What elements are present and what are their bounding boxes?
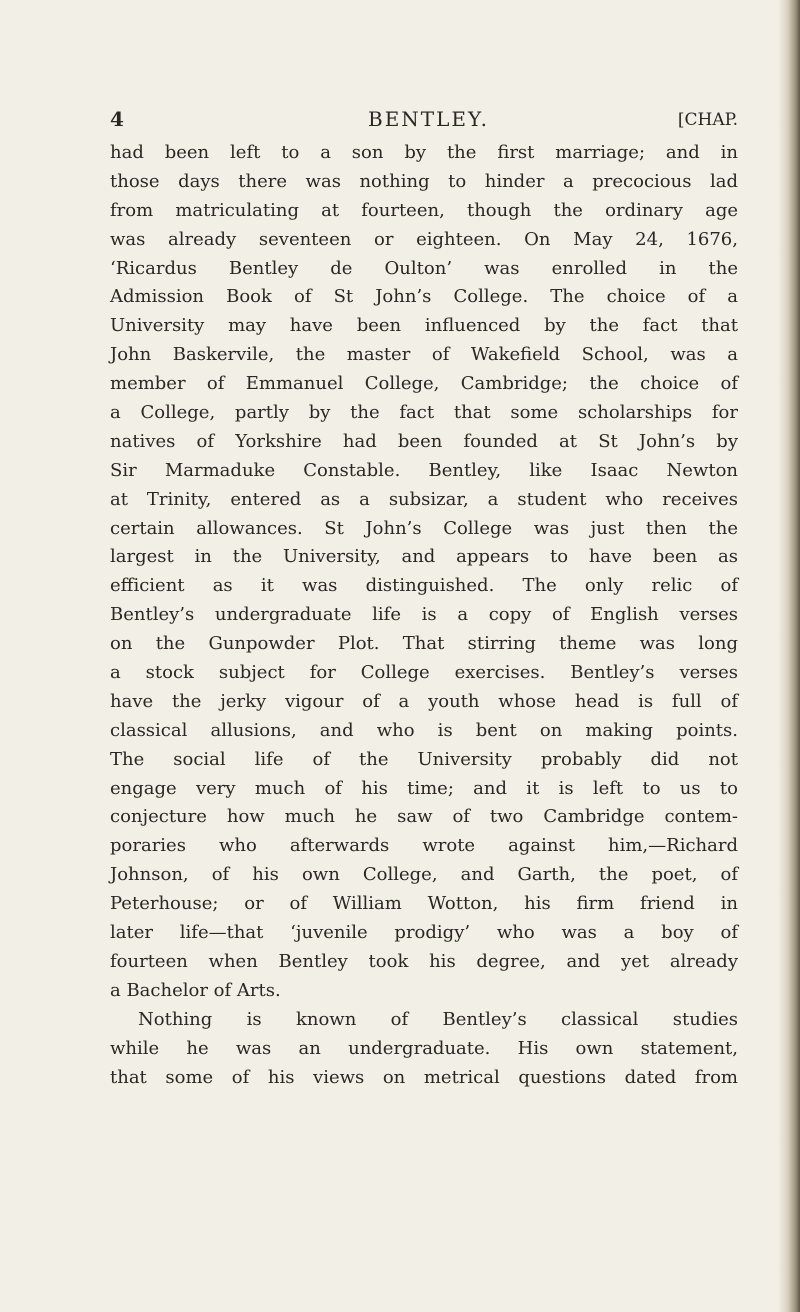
text-line: that some of his views on metrical questions dated from — [110, 1066, 738, 1088]
body-text — [110, 139, 738, 1092]
text-line: while he was an undergraduate. His own statement, — [110, 1037, 738, 1059]
running-head: BENTLEY. — [368, 107, 489, 131]
text-line: a College, partly by the fact that some scholarships for — [110, 402, 738, 424]
text-line: Bentley’s undergraduate life is a copy of English verses — [110, 604, 738, 626]
text-line: efficient as it was distinguished. The only relic of — [110, 575, 738, 597]
text-line: Sir Marmaduke Constable. Bentley, like Isaac Newton — [110, 459, 738, 481]
text-line: ‘Ricardus Bentley de Oulton’ was enrolled in the — [110, 257, 738, 279]
text-line: John Baskervile, the master of Wakefield School, was a — [110, 344, 738, 366]
text-line: Peterhouse; or of William Wotton, his firm friend in — [110, 893, 738, 915]
chapter-mark: [CHAP. — [677, 110, 738, 130]
text-line: those days there was nothing to hinder a precocious lad — [110, 170, 738, 192]
text-line: have the jerky vigour of a youth whose head is full of — [110, 690, 738, 712]
page-edge-shadow — [778, 0, 800, 1312]
text-line: later life—that ‘juvenile prodigy’ who was a boy of — [110, 922, 738, 944]
text-line: University may have been influenced by the fact that — [110, 315, 738, 337]
text-line: Johnson, of his own College, and Garth, the poet, of — [110, 864, 738, 886]
text-line: from matriculating at fourteen, though the ordinary age — [110, 199, 738, 221]
text-line: was already seventeen or eighteen. On May 24, 1676, — [110, 228, 738, 250]
text-line: certain allowances. St John’s College was just then the — [110, 517, 738, 539]
page-number: 4 — [110, 107, 124, 131]
text-line-paragraph-end: a Bachelor of Arts. — [110, 979, 281, 1001]
text-line: had been left to a son by the first marriage; and in — [110, 142, 738, 163]
text-line: member of Emmanuel College, Cambridge; the choice of — [110, 373, 738, 395]
text-line: largest in the University, and appears to have been as — [110, 546, 738, 568]
text-line: a stock subject for College exercises. Bentley’s verses — [110, 662, 738, 684]
text-line: classical allusions, and who is bent on making points. — [110, 719, 738, 741]
text-line: on the Gunpowder Plot. That stirring theme was long — [110, 633, 738, 655]
text-line-paragraph-start: Nothing is known of Bentley’s classical studies — [138, 1008, 738, 1030]
text-line: natives of Yorkshire had been founded at St John’s by — [110, 430, 738, 452]
text-line: engage very much of his time; and it is left to us to — [110, 777, 738, 799]
page-header — [110, 107, 738, 133]
text-line: fourteen when Bentley took his degree, and yet already — [110, 950, 738, 972]
text-line: at Trinity, entered as a subsizar, a student who receives — [110, 488, 738, 510]
text-line: Admission Book of St John’s College. The choice of a — [110, 286, 738, 308]
text-line: The social life of the University probably did not — [110, 748, 738, 770]
text-line: poraries who afterwards wrote against him,—Richard — [110, 835, 738, 857]
text-line: conjecture how much he saw of two Cambridge contem- — [110, 806, 738, 828]
